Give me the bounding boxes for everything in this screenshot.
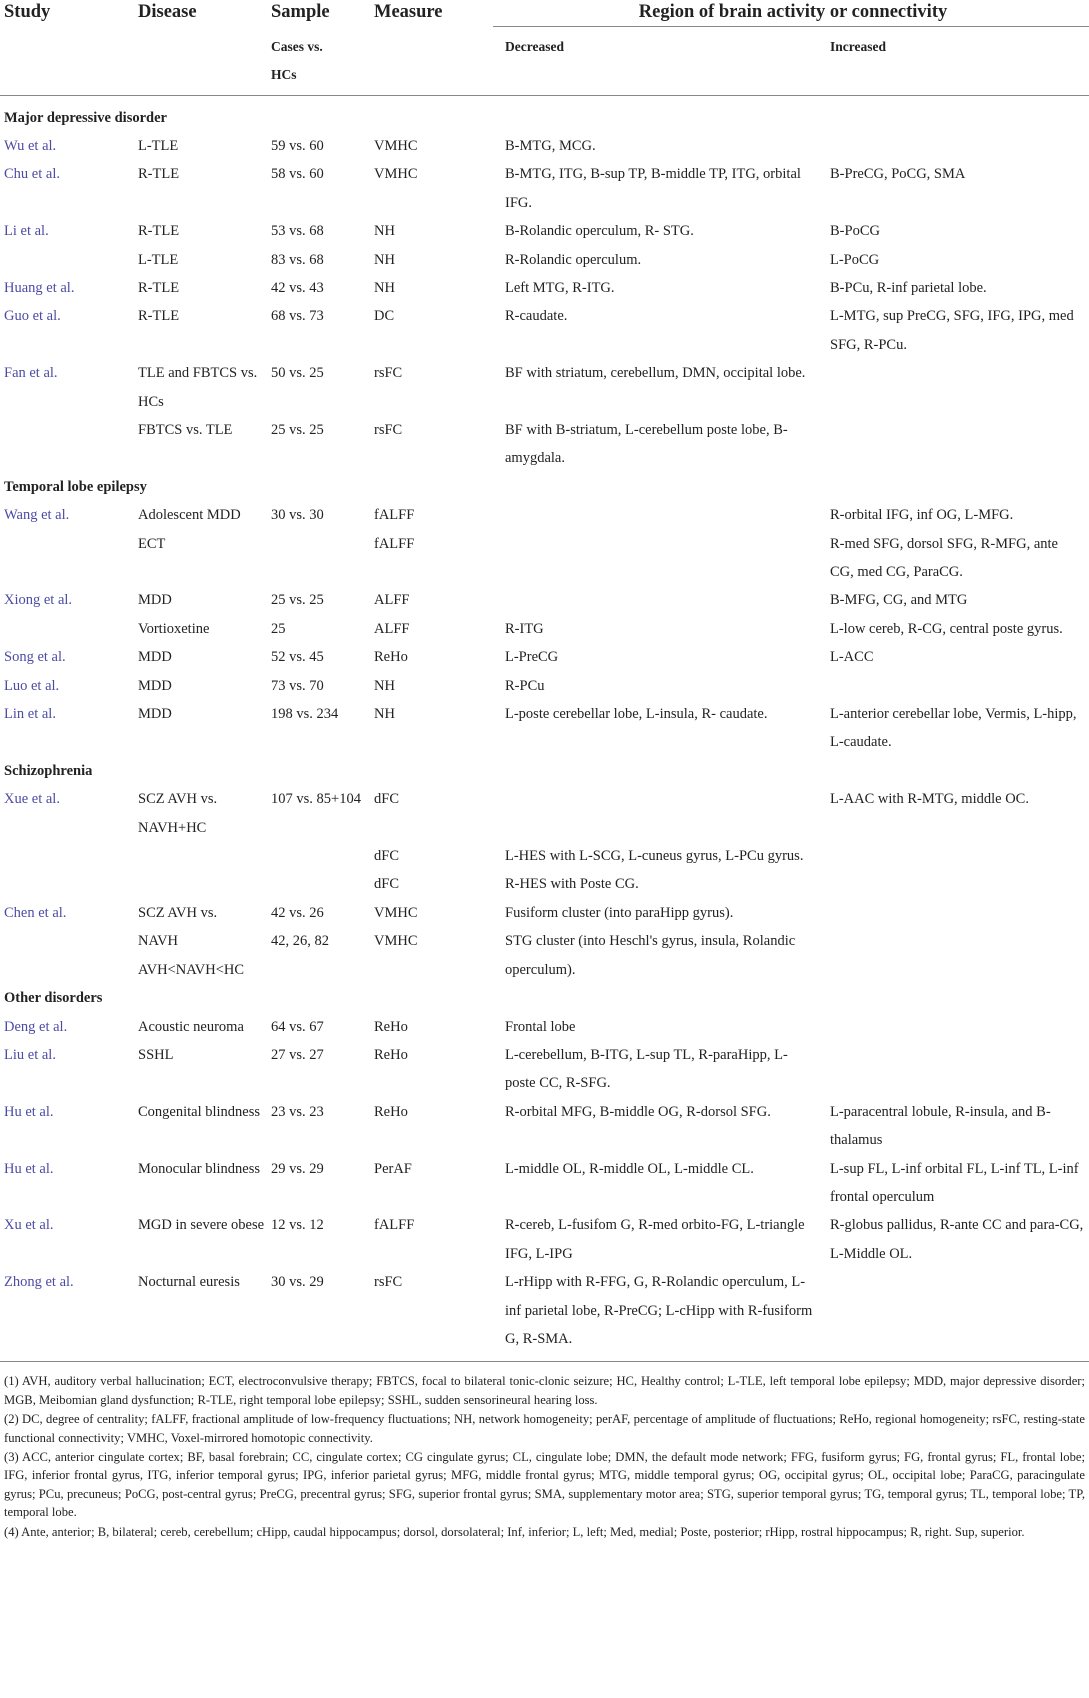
cell-sample: 73 vs. 70: [271, 677, 324, 694]
cell-decreased: Frontal lobe: [505, 1018, 576, 1035]
header-sample: Sample: [271, 2, 330, 22]
cell-increased: [818, 416, 1089, 473]
table-row: [0, 217, 1089, 245]
cell-decreased: [493, 501, 818, 529]
cell-sample: 52 vs. 45: [271, 649, 324, 666]
cell-disease: Nocturnal euresis: [138, 1274, 240, 1291]
cell-sample: 83 vs. 68: [271, 251, 324, 268]
subheader-sample: Cases vs. HCs: [267, 27, 370, 96]
table-row: [0, 1013, 1089, 1041]
cell-study: [0, 530, 134, 587]
cell-study[interactable]: Song et al.: [4, 649, 66, 666]
cell-increased: R-med SFG, dorsol SFG, R-MFG, ante CG, med CG, ParaCG.: [830, 535, 1058, 580]
cell-measure: dFC: [374, 876, 399, 893]
cell-decreased: B-MTG, MCG.: [505, 137, 596, 154]
cell-increased: [818, 870, 1089, 898]
cell-disease: SSHL: [138, 1046, 174, 1063]
cell-measure: rsFC: [374, 421, 403, 438]
cell-disease: NAVH AVH<NAVH<HC: [138, 933, 245, 978]
cell-measure: VMHC: [374, 137, 418, 154]
cell-decreased: [493, 530, 818, 587]
table-body: [0, 95, 1089, 1353]
cell-disease: Adolescent MDD: [138, 507, 241, 524]
table-row: [0, 132, 1089, 160]
cell-study[interactable]: Lin et al.: [4, 706, 56, 723]
table-row: [0, 274, 1089, 302]
table-row: [0, 359, 1089, 416]
cell-disease: MGD in severe obese: [138, 1217, 265, 1234]
cell-study[interactable]: Guo et al.: [4, 308, 61, 325]
cell-study[interactable]: Fan et al.: [4, 365, 58, 382]
cell-study[interactable]: Liu et al.: [4, 1046, 56, 1063]
cell-sample: 58 vs. 60: [271, 166, 324, 183]
cell-disease: MDD: [138, 706, 172, 723]
subheader-increased: Increased: [818, 27, 1089, 96]
header-row: [0, 0, 1089, 27]
table-row: [0, 643, 1089, 671]
cell-decreased: Left MTG, R-ITG.: [505, 279, 615, 296]
cell-disease: MDD: [138, 677, 172, 694]
cell-sample: 30 vs. 29: [271, 1274, 324, 1291]
cell-decreased: L-poste cerebellar lobe, L-insula, R- caudate.: [505, 706, 768, 723]
cell-decreased: L-middle OL, R-middle OL, L-middle CL.: [505, 1160, 754, 1177]
cell-decreased: BF with B-striatum, L-cerebellum poste lobe, B- amygdala.: [505, 421, 788, 467]
cell-measure: ALFF: [374, 592, 410, 609]
cell-measure: VMHC: [374, 904, 418, 921]
cell-measure: ReHo: [374, 1046, 408, 1063]
section-label: Temporal lobe epilepsy: [4, 478, 147, 495]
cell-sample: 42 vs. 43: [271, 279, 324, 296]
cell-sample: [267, 870, 370, 898]
cell-decreased: Fusiform cluster (into paraHipp gyrus).: [505, 904, 734, 921]
cell-study[interactable]: Li et al.: [4, 223, 49, 240]
footnote: (2) DC, degree of centrality; fALFF, fractional amplitude of low-frequency fluctuations; NH, network homogeneity; perAF, percentage of amplitude of fluctuations; ReHo, regional homogeneity; rsFC, resting-state functional connectivity; VMHC, Voxel-mirrored homotopic connectivity.: [4, 1412, 1085, 1445]
table-row: [0, 1155, 1089, 1212]
cell-disease: SCZ AVH vs. NAVH+HC: [138, 791, 218, 836]
cell-study[interactable]: Xu et al.: [4, 1217, 54, 1234]
cell-sample: 68 vs. 73: [271, 308, 324, 325]
cell-increased: [818, 1268, 1089, 1353]
table-row: [0, 586, 1089, 614]
cell-sample: 27 vs. 27: [271, 1046, 324, 1063]
footnote: (4) Ante, anterior; B, bilateral; cereb, cerebellum; cHipp, caudal hippocampus; dorsol, dorsolateral; Inf, inferior; L, left; Med, medial; Poste, posterior; rHipp, rostral hippocampus; R, right. Sup, superior.: [4, 1524, 1025, 1539]
subheader-row: [0, 27, 1089, 96]
cell-disease: Vortioxetine: [138, 620, 210, 637]
cell-measure: ReHo: [374, 649, 408, 666]
cell-increased: R-orbital IFG, inf OG, L-MFG.: [830, 507, 1014, 524]
cell-decreased: R-HES with Poste CG.: [505, 876, 639, 893]
table-row: [0, 672, 1089, 700]
table-row: [0, 899, 1089, 927]
cell-sample: 59 vs. 60: [271, 137, 324, 154]
cell-disease: Monocular blindness: [138, 1160, 261, 1177]
table-row: [0, 530, 1089, 587]
cell-decreased: L-rHipp with R-FFG, G, R-Rolandic operculum, L-inf parietal lobe, R-PreCG; L-cHipp with R-fusiform G, R-SMA.: [505, 1274, 813, 1347]
cell-study[interactable]: Xiong et al.: [4, 592, 73, 609]
cell-study[interactable]: Hu et al.: [4, 1160, 54, 1177]
cell-sample: 64 vs. 67: [271, 1018, 324, 1035]
cell-decreased: L-cerebellum, B-ITG, L-sup TL, R-paraHipp, L-poste CC, R-SFG.: [505, 1046, 788, 1092]
cell-disease: FBTCS vs. TLE: [138, 421, 233, 438]
footnote: (1) AVH, auditory verbal hallucination; ECT, electroconvulsive therapy; FBTCS, focal to bilateral tonic-clonic seizure; HC, Healthy control; L-TLE, left temporal lobe epilepsy; MDD, major depressive disorder; MGB, Meibomian gland dysfunction; R-TLE, right temporal lobe epilepsy; SSHL, sudden sensorineural hearing loss.: [4, 1374, 1085, 1407]
cell-sample: [267, 842, 370, 870]
cell-sample: 42, 26, 82: [271, 933, 329, 950]
cell-measure: DC: [374, 308, 395, 325]
cell-measure: ReHo: [374, 1103, 408, 1120]
cell-disease: MDD: [138, 592, 172, 609]
cell-increased: [818, 132, 1089, 160]
cell-increased: B-PreCG, PoCG, SMA: [830, 166, 966, 183]
cell-sample: 29 vs. 29: [271, 1160, 324, 1177]
cell-study[interactable]: Luo et al.: [4, 677, 60, 694]
cell-increased: B-PoCG: [830, 223, 880, 240]
table-row: [0, 700, 1089, 757]
footnote: (3) ACC, anterior cingulate cortex; BF, basal forebrain; CC, cingulate cortex; CG cingulate gyrus; CL, cingulate lobe; DMN, the default mode network; FFG, fusiform gyrus; FG, frontal gyrus; FL, frontal lobe; IFG, inferior frontal gyrus, ITG, inferior temporal gyrus; IPG, inferior parietal gyrus; MFG, middle frontal gyrus; MTG, middle temporal gyrus; OG, occipital gyrus; OL, occipital lobe; ParaCG, paracingulate gyrus; PCu, precuneus; PoCG, post-central gyrus; PreCG, precentral gyrus; SFG, superior frontal gyrus; SMA, supplementary motor area; STG, superior temporal gyrus; TG, temporal gyrus; TL, temporal lobe; TP, temporal lobe.: [4, 1450, 1085, 1520]
cell-disease: R-TLE: [138, 166, 180, 183]
table-notes: [0, 1362, 1089, 1541]
cell-increased: [818, 1041, 1089, 1098]
cell-measure: VMHC: [374, 933, 418, 950]
cell-decreased: R-Rolandic operculum.: [505, 251, 642, 268]
cell-measure: fALFF: [374, 507, 415, 524]
cell-decreased: B-MTG, ITG, B-sup TP, B-middle TP, ITG, orbital IFG.: [505, 166, 801, 211]
cell-measure: rsFC: [374, 1274, 403, 1291]
cell-disease: L-TLE: [138, 251, 179, 268]
cell-sample: 25 vs. 25: [271, 592, 324, 609]
section-label: Other disorders: [4, 990, 103, 1007]
table-row: [0, 1098, 1089, 1155]
cell-measure: NH: [374, 223, 395, 240]
cell-increased: [818, 672, 1089, 700]
cell-disease: Congenital blindness: [138, 1103, 261, 1120]
cell-increased: L-PoCG: [830, 251, 880, 268]
cell-study[interactable]: Zhong et al.: [4, 1274, 74, 1291]
cell-disease: MDD: [138, 649, 172, 666]
cell-measure: NH: [374, 677, 395, 694]
section-row: [0, 984, 1089, 1012]
cell-increased: L-paracentral lobule, R-insula, and B-thalamus: [830, 1103, 1051, 1149]
cell-sample: [267, 530, 370, 587]
cell-disease: L-TLE: [138, 137, 179, 154]
section-row: [0, 95, 1089, 132]
cell-decreased: R-PCu: [505, 677, 545, 694]
cell-study: [0, 927, 134, 984]
cell-sample: 12 vs. 12: [271, 1217, 324, 1234]
cell-sample: 107 vs. 85+104: [271, 791, 361, 808]
cell-sample: 25 vs. 25: [271, 421, 324, 438]
cell-increased: L-AAC with R-MTG, middle OC.: [830, 791, 1029, 808]
cell-disease: [134, 870, 267, 898]
header-region: Region of brain activity or connectivity: [493, 0, 1089, 27]
cell-study[interactable]: Chu et al.: [4, 166, 60, 183]
cell-increased: [818, 927, 1089, 984]
cell-sample: 198 vs. 234: [271, 706, 339, 723]
section-row: [0, 757, 1089, 785]
cell-increased: [818, 899, 1089, 927]
cell-study[interactable]: Huang et al.: [4, 279, 75, 296]
table-row: [0, 246, 1089, 274]
table-row: [0, 501, 1089, 529]
cell-increased: [818, 1013, 1089, 1041]
cell-study[interactable]: Chen et al.: [4, 904, 67, 921]
cell-disease: SCZ AVH vs.: [138, 904, 218, 921]
cell-measure: NH: [374, 251, 395, 268]
cell-study: [0, 416, 134, 473]
cell-decreased: [493, 586, 818, 614]
cell-measure: NH: [374, 279, 395, 296]
cell-decreased: L-HES with L-SCG, L-cuneus gyrus, L-PCu gyrus.: [505, 848, 804, 865]
cell-decreased: B-Rolandic operculum, R- STG.: [505, 223, 694, 240]
cell-decreased: R-orbital MFG, B-middle OG, R-dorsol SFG.: [505, 1103, 771, 1120]
cell-increased: R-globus pallidus, R-ante CC and para-CG, L-Middle OL.: [830, 1217, 1084, 1262]
cell-decreased: R-caudate.: [505, 308, 568, 325]
table-row: [0, 1211, 1089, 1268]
cell-study: [0, 246, 134, 274]
cell-sample: 25: [271, 620, 286, 637]
cell-increased: L-ACC: [830, 649, 874, 666]
subheader-decreased: Decreased: [493, 27, 818, 96]
cell-decreased: STG cluster (into Heschl's gyrus, insula, Rolandic operculum).: [505, 933, 796, 978]
table-row: [0, 927, 1089, 984]
cell-measure: dFC: [374, 848, 399, 865]
cell-disease: Acoustic neuroma: [138, 1018, 244, 1035]
cell-disease: R-TLE: [138, 223, 180, 240]
cell-study: [0, 615, 134, 643]
cell-increased: L-sup FL, L-inf orbital FL, L-inf TL, L-inf frontal operculum: [830, 1160, 1079, 1205]
cell-disease: TLE and FBTCS vs. HCs: [138, 365, 258, 410]
cell-decreased: L-PreCG: [505, 649, 559, 666]
table-row: [0, 1268, 1089, 1353]
section-label: Schizophrenia: [4, 762, 93, 779]
table-row: [0, 416, 1089, 473]
table-row: [0, 615, 1089, 643]
cell-measure: PerAF: [374, 1160, 412, 1177]
header-measure: Measure: [374, 2, 443, 22]
cell-decreased: [493, 785, 818, 842]
table-row: [0, 870, 1089, 898]
cell-increased: L-low cereb, R-CG, central poste gyrus.: [830, 620, 1063, 637]
cell-sample: 30 vs. 30: [271, 507, 324, 524]
table-row: [0, 302, 1089, 359]
cell-study[interactable]: Xue et al.: [4, 791, 60, 808]
cell-decreased: R-cereb, L-fusifom G, R-med orbito-FG, L-triangle IFG, L-IPG: [505, 1217, 805, 1262]
cell-decreased: R-ITG: [505, 620, 544, 637]
cell-disease: R-TLE: [138, 308, 180, 325]
cell-increased: [818, 842, 1089, 870]
cell-increased: B-PCu, R-inf parietal lobe.: [830, 279, 987, 296]
section-row: [0, 473, 1089, 501]
cell-study[interactable]: Hu et al.: [4, 1103, 54, 1120]
cell-sample: 23 vs. 23: [271, 1103, 324, 1120]
cell-measure: NH: [374, 706, 395, 723]
cell-sample: 53 vs. 68: [271, 223, 324, 240]
cell-disease: ECT: [138, 535, 166, 552]
cell-disease: [134, 842, 267, 870]
table-row: [0, 785, 1089, 842]
cell-measure: VMHC: [374, 166, 418, 183]
cell-sample: 50 vs. 25: [271, 365, 324, 382]
cell-study: [0, 870, 134, 898]
cell-increased: L-anterior cerebellar lobe, Vermis, L-hipp, L-caudate.: [830, 706, 1077, 751]
cell-measure: dFC: [374, 791, 399, 808]
cell-measure: rsFC: [374, 365, 403, 382]
cell-disease: R-TLE: [138, 279, 180, 296]
cell-study: [0, 842, 134, 870]
header-study: Study: [4, 2, 51, 22]
cell-sample: 42 vs. 26: [271, 904, 324, 921]
table-row: [0, 1041, 1089, 1098]
header-disease: Disease: [138, 2, 197, 22]
cell-measure: ReHo: [374, 1018, 408, 1035]
table-row: [0, 842, 1089, 870]
cell-increased: L-MTG, sup PreCG, SFG, IFG, IPG, med SFG, R-PCu.: [830, 308, 1074, 353]
cell-increased: [818, 359, 1089, 416]
section-label: Major depressive disorder: [4, 109, 167, 126]
cell-study[interactable]: Wang et al.: [4, 507, 70, 524]
cell-measure: fALFF: [374, 1217, 415, 1234]
cell-measure: fALFF: [374, 535, 415, 552]
cell-measure: ALFF: [374, 620, 410, 637]
cell-study[interactable]: Wu et al.: [4, 137, 57, 154]
cell-decreased: BF with striatum, cerebellum, DMN, occipital lobe.: [505, 365, 806, 382]
table-row: [0, 160, 1089, 217]
cell-study[interactable]: Deng et al.: [4, 1018, 68, 1035]
cell-increased: B-MFG, CG, and MTG: [830, 592, 968, 609]
